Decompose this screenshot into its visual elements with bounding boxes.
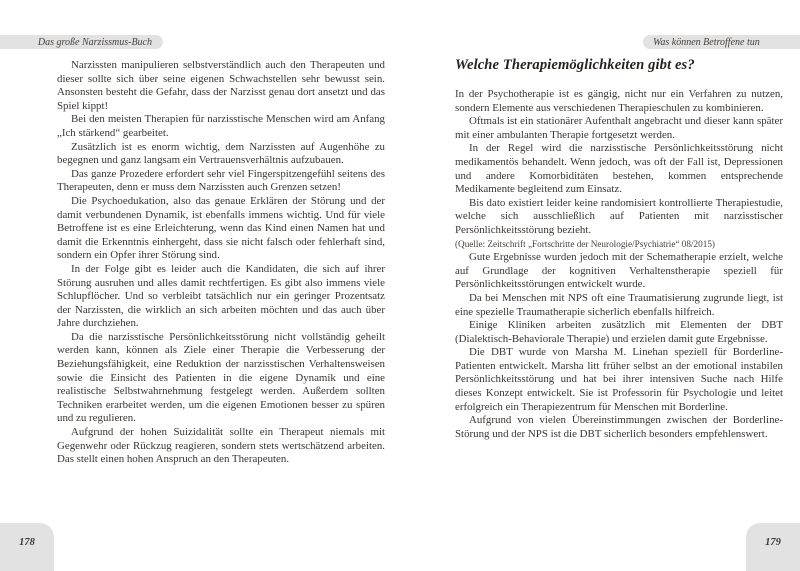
- paragraph: Da die narzisstische Persönlichkeitsstörung nicht vollständig geheilt werden kann, können als Ziele einer Therapie die Verbesserung der Beziehungsfähigkeit, eine Reduktion der narzisstischen Verhaltensweisen sowie die Einsicht des Patienten in die eigene Dynamik und eine realistische Selbstwahrnehmung festgelegt werden. Außerdem sollten Techniken erarbeitet werden, um die eigenen Emotionen besser zu spüren und zu regulieren.: [57, 330, 385, 425]
- paragraph: Narzissten manipulieren selbstverständlich auch den Therapeuten und dieser sollte sich über seine eigenen Schwachstellen sehr bewusst sein. Ansonsten besteht die Gefahr, dass der Narzisst genau dort ansetzt und das Spiel kippt!: [57, 59, 385, 112]
- running-header-right-label: Was können Betroffene tun: [653, 36, 760, 48]
- paragraph: Bei den meisten Therapien für narzisstische Menschen wird am Anfang „Ich stärkend“ gearbeitet.: [57, 113, 385, 139]
- right-text-column: [455, 56, 783, 441]
- paragraph: Da bei Menschen mit NPS oft eine Traumatisierung zugrunde liegt, ist eine spezielle Traumatherapie sicherlich ebenfalls hilfreich.: [455, 291, 783, 318]
- paragraph: Gute Ergebnisse wurden jedoch mit der Schematherapie erzielt, welche auf Grundlage der kognitiven Verhaltenstherapie speziell für Persönlichkeitsstörungen entwickelt wurde.: [455, 251, 783, 291]
- page-number-right-label: 179: [765, 537, 781, 548]
- paragraph: Bis dato existiert leider keine randomisiert kontrollierte Therapiestudie, welche sich ausschließlich auf Patienten mit narzisstischer Persönlichkeitsstörung bezieht.: [455, 196, 783, 236]
- page-number-left: [0, 523, 54, 571]
- paragraph: Oftmals ist ein stationärer Aufenthalt angebracht und dieser kann später mit einer ambulanten Therapie fortgesetzt werden.: [455, 115, 783, 141]
- paragraph: In der Regel wird die narzisstische Persönlichkeitsstörung nicht medikamentös behandelt. Wenn jedoch, was oft der Fall ist, Depressionen und andere Komorbiditäten bestehen, kommen entsprechende Medikamente begleitend zum Einsatz.: [455, 142, 783, 196]
- page-number-right: [746, 523, 800, 571]
- paragraph: Zusätzlich ist es enorm wichtig, dem Narzissten auf Augenhöhe zu begegnen und ganz langsam ein Vertrauensverhältnis aufzubauen.: [57, 140, 385, 167]
- page-number-left-label: 178: [19, 537, 35, 548]
- paragraph: Das ganze Prozedere erfordert sehr viel Fingerspitzengefühl seitens des Therapeuten, denn er muss dem Narzissten auch Grenzen setzen!: [57, 167, 385, 194]
- paragraph: In der Folge gibt es leider auch die Kandidaten, die sich auf ihrer Störung ausruhen und alles damit rechtfertigen. Es gibt also immens viele Schlupflöcher. Und so verbleibt tatsächlich nur ein geringer Prozentsatz der Narzissten, die wirklich an sich arbeiten möchten und das auch über Jahre durchziehen.: [57, 262, 385, 330]
- source-note: (Quelle: Zeitschrift „Fortschritte der Neurologie/Psychiatrie“ 08/2015): [455, 238, 715, 249]
- paragraph: Die DBT wurde von Marsha M. Linehan speziell für Borderline-Patienten entwickelt. Marsha litt früher selbst an der emotional instabilen Persönlichkeitsstörung und hat bei ihrer intensiven Suche nach Hilfe dieses Konzept entwickelt. Sie ist Professorin für Psychologie und leitet erfolgreich ein Therapiezentrum für Menschen mit Borderline.: [455, 346, 783, 413]
- paragraph: Aufgrund von vielen Übereinstimmungen zwischen der Borderline-Störung und der NPS ist die DBT sicherlich besonders empfehlenswert.: [455, 414, 783, 440]
- paragraph: Die Psychoedukation, also das genaue Erklären der Störung und der damit verbundenen Dynamik, ist ebenfalls immens wichtig. Und für viele Betroffene ist es eine Erleichterung, wenn das Kind einen Namen hat und damit die Erkenntnis einhergeht, dass sie nicht falsch oder fehlerhaft sind, sondern ein Opfer ihrer Störung sind.: [57, 194, 385, 262]
- running-header-left: [0, 35, 163, 49]
- paragraph: In der Psychotherapie ist es gängig, nicht nur ein Verfahren zu nutzen, sondern Elemente aus verschiedenen Therapieschulen zu kombinieren.: [455, 88, 783, 114]
- running-header-right: [643, 35, 800, 49]
- left-text-column: [57, 59, 385, 467]
- running-header-left-label: Das große Narzissmus-Buch: [37, 36, 152, 48]
- paragraph: Aufgrund der hohen Suizidalität sollte ein Therapeut niemals mit Gegenwehr oder Rückzug reagieren, sondern stets wertschätzend arbeiten. Das stellt einen hohen Anspruch an den Therapeuten.: [57, 426, 385, 466]
- section-heading: Welche Therapiemöglichkeiten gibt es?: [455, 57, 695, 73]
- paragraph: Einige Kliniken arbeiten zusätzlich mit Elementen der DBT (Dialektisch-Behaviorale Therapie) und erzielen damit gute Ergebnisse.: [455, 319, 783, 345]
